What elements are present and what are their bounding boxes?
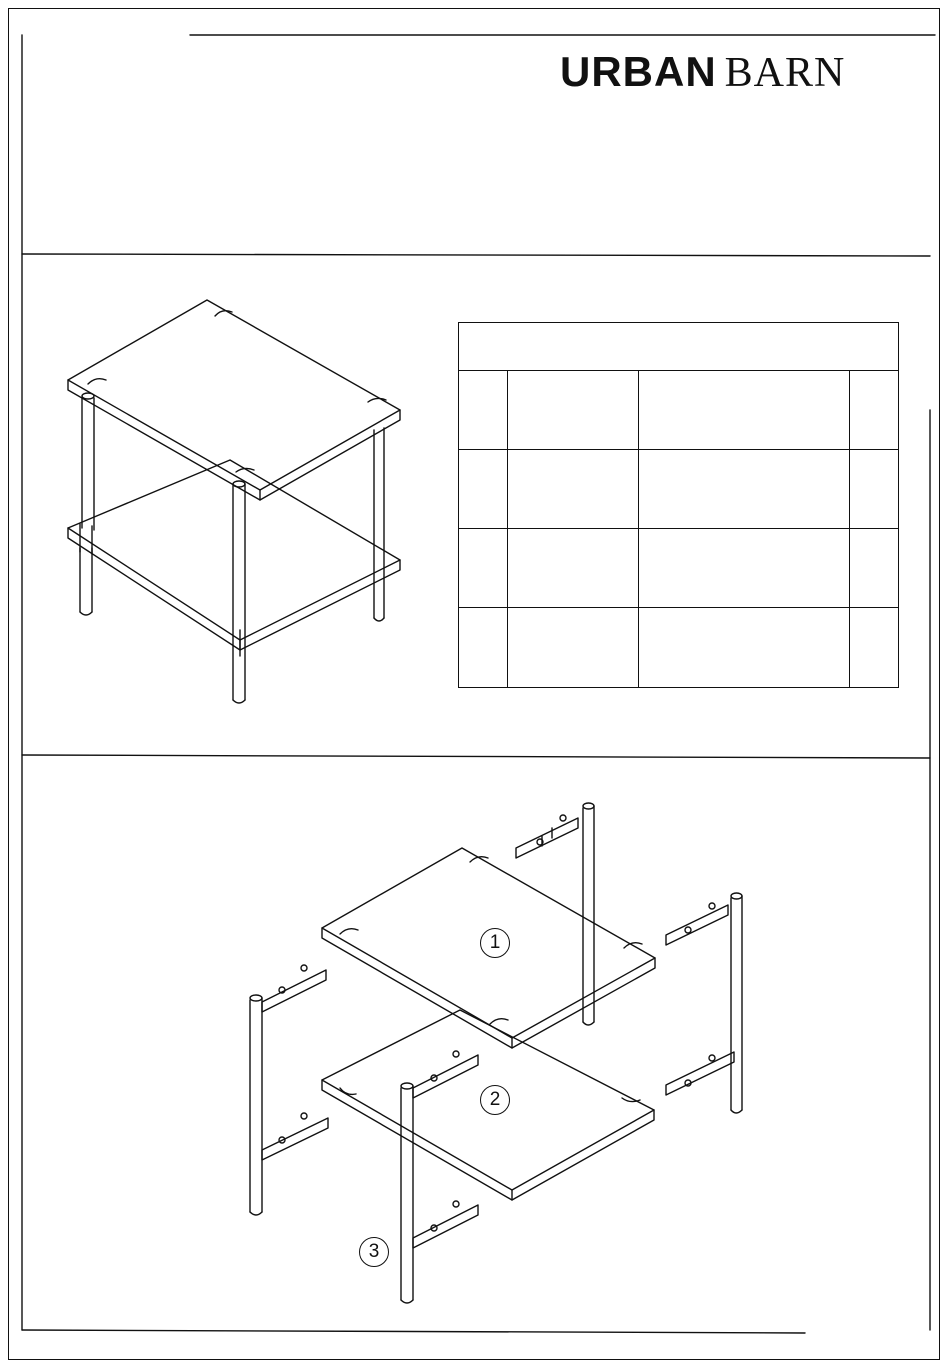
callout-leg: 3 <box>359 1237 389 1267</box>
table-row <box>459 608 898 687</box>
brand-barn: BARN <box>724 50 846 96</box>
part-image <box>639 529 850 607</box>
part-number <box>459 371 508 449</box>
part-number <box>459 529 508 607</box>
assembled-table-illustration <box>68 300 400 703</box>
part-number <box>459 450 508 528</box>
part-quantity <box>850 450 898 528</box>
callout-top-shelf: 1 <box>480 928 510 958</box>
bottom-rule <box>22 1330 805 1333</box>
section-divider <box>22 755 930 758</box>
part-description <box>508 371 639 449</box>
part-description <box>508 529 639 607</box>
table-row <box>459 371 898 450</box>
part-description <box>508 450 639 528</box>
part-number <box>459 608 508 687</box>
section-divider <box>22 254 930 256</box>
part-quantity <box>850 371 898 449</box>
parts-table-header <box>459 323 898 371</box>
part-quantity <box>850 529 898 607</box>
part-image <box>639 608 850 687</box>
callout-bottom-shelf: 2 <box>480 1085 510 1115</box>
exploded-assembly-illustration <box>250 803 742 1303</box>
brand-urban: URBAN <box>560 48 717 95</box>
table-row <box>459 450 898 529</box>
part-image <box>639 450 850 528</box>
part-quantity <box>850 608 898 687</box>
part-image <box>639 371 850 449</box>
part-description <box>508 608 639 687</box>
table-row <box>459 529 898 608</box>
parts-table <box>458 322 899 688</box>
